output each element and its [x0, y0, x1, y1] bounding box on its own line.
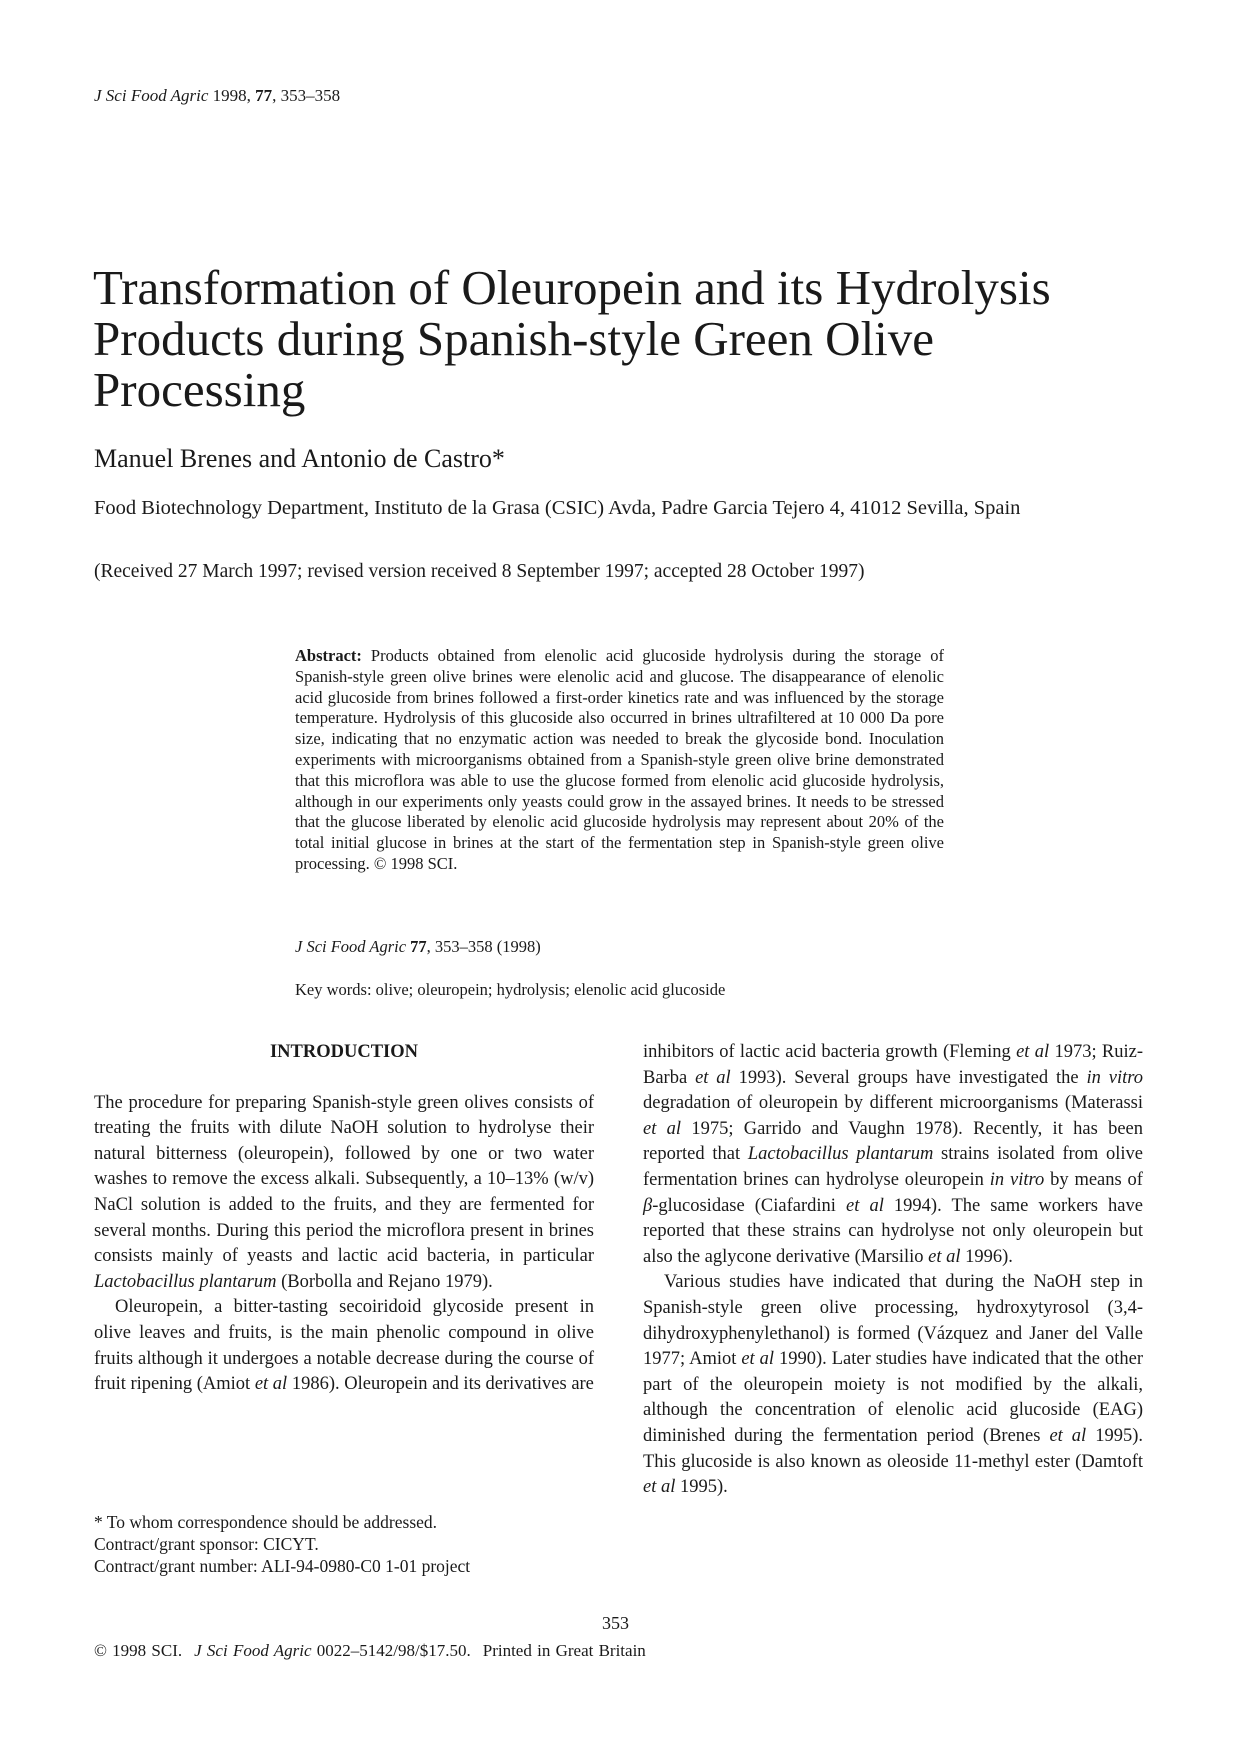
intro-paragraph-1: The procedure for preparing Spanish-style green olives consists of treating the fruits with dilute NaOH solution to hydrolyse their natural bitterness (oleuropein), followed by one or two water washes to remove the excess alkali. Subsequently, a 10–13% (w/v) NaCl solution is added to the fruits, and they are fermented for several months. During this period the microflora present in brines consists mainly of yeasts and lactic acid bacteria, in particular Lactobacillus plantarum (Borbolla and Rejano 1979). [94, 1092, 594, 1292]
intro-paragraph-3: Various studies have indicated that during the NaOH step in Spanish-style green olive processing, hydroxytyrosol (3,4-dihydroxyphenylethanol) is formed (Vázquez and Janer del Valle 1977; Amiot et al 1990). Later studies have indicated that the other part of the oleuropein moiety is not modified by the alkali, although the concentration of elenolic acid glucoside (EAG) diminished during the fermentation period (Brenes et al 1995). This glucoside is also known as oleoside 11-methyl ester (Damtoft et al 1995). [643, 1272, 1143, 1498]
citation-rest: , 353–358 (1998) [426, 937, 541, 956]
received-dates: (Received 27 March 1997; revised version received 8 September 1997; accepted 28 October 1997) [94, 561, 865, 582]
journal-name: J Sci Food Agric [94, 86, 209, 105]
footer-printed: Printed in Great Britain [482, 1641, 646, 1660]
right-column [643, 1040, 1143, 1501]
footer-copyright: © 1998 SCI. [94, 1641, 183, 1660]
authors: Manuel Brenes and Antonio de Castro* [94, 444, 505, 473]
footnotes [94, 1511, 614, 1577]
keywords: Key words: olive; oleuropein; hydrolysis; elenolic acid glucoside [295, 980, 726, 999]
journal-year: 1998, [208, 86, 256, 105]
footer-issn: 0022–5142/98/$17.50. [311, 1641, 471, 1660]
citation [295, 937, 541, 957]
footnote-sponsor: Contract/grant sponsor: CICYT. [94, 1534, 319, 1554]
citation-journal: J Sci Food Agric [295, 937, 407, 956]
abstract-label: Abstract: [295, 646, 362, 665]
affiliation: Food Biotechnology Department, Instituto de la Grasa (CSIC) Avda, Padre Garcia Tejero 4, 41012 Sevilla, Spain [94, 497, 1021, 519]
section-heading-introduction: INTRODUCTION [269, 1042, 419, 1062]
abstract-text: Products obtained from elenolic acid glucoside hydrolysis during the storage of Spanish-style green olive brines were elenolic acid and glucose. The disappearance of elenolic acid glucoside from brines followed a first-order kinetics rate and was influenced by the storage temperature. Hydrolysis of this glucoside also occurred in brines ultrafiltered at 10 000 Da pore size, indicating that no enzymatic action was needed to break the glycoside bond. Inoculation experiments with microorganisms obtained from a Spanish-style green olive brine demonstrated that this microflora was able to use the glucose formed from elenolic acid glucoside hydrolysis, although in our experiments only yeasts could grow in the assayed brines. It needs to be stressed that the glucose liberated by elenolic acid glucoside hydrolysis may represent about 20% of the total initial glucose in brines at the start of the fermentation step in Spanish-style green olive processing. © 1998 SCI. [295, 646, 944, 873]
journal-reference [94, 86, 340, 106]
citation-volume: 77 [410, 937, 427, 956]
footnote-grant-number: Contract/grant number: ALI-94-0980-C0 1-01 project [94, 1556, 471, 1576]
left-column [94, 1040, 594, 1398]
intro-paragraph-2-continued: inhibitors of lactic acid bacteria growth (Fleming et al 1973; Ruiz-Barba et al 1993). Several groups have investigated the in vitro degradation of oleuropein by different microorganisms (Materassi et al 1975; Garrido and Vaughn 1978). Recently, it has been reported that Lactobacillus plantarum strains isolated from olive fermentation brines can hydrolyse oleuropein in vitro by means of β-glucosidase (Ciafardini et al 1994). The same workers have reported that these strains can hydrolyse not only oleuropein but also the aglycone derivative (Marsilio et al 1996). [643, 1042, 1144, 1267]
journal-volume: 77 [255, 86, 273, 105]
page-footer [94, 1641, 658, 1661]
abstract [295, 646, 944, 875]
journal-pages: , 353–358 [272, 86, 341, 105]
article-title: Transformation of Oleuropein and its Hydrolysis Products during Spanish-style Green Olive Processing [93, 260, 1051, 417]
page-number: 353 [602, 1613, 629, 1633]
footnote-correspondence: * To whom correspondence should be addressed. [94, 1512, 438, 1532]
footer-journal: J Sci Food Agric [194, 1641, 312, 1660]
intro-paragraph-2: Oleuropein, a bitter-tasting secoiridoid glycoside present in olive leaves and fruits, is the main phenolic compound in olive fruits although it undergoes a notable decrease during the course of fruit ripening (Amiot et al 1986). Oleuropein and its derivatives are [94, 1297, 594, 1395]
